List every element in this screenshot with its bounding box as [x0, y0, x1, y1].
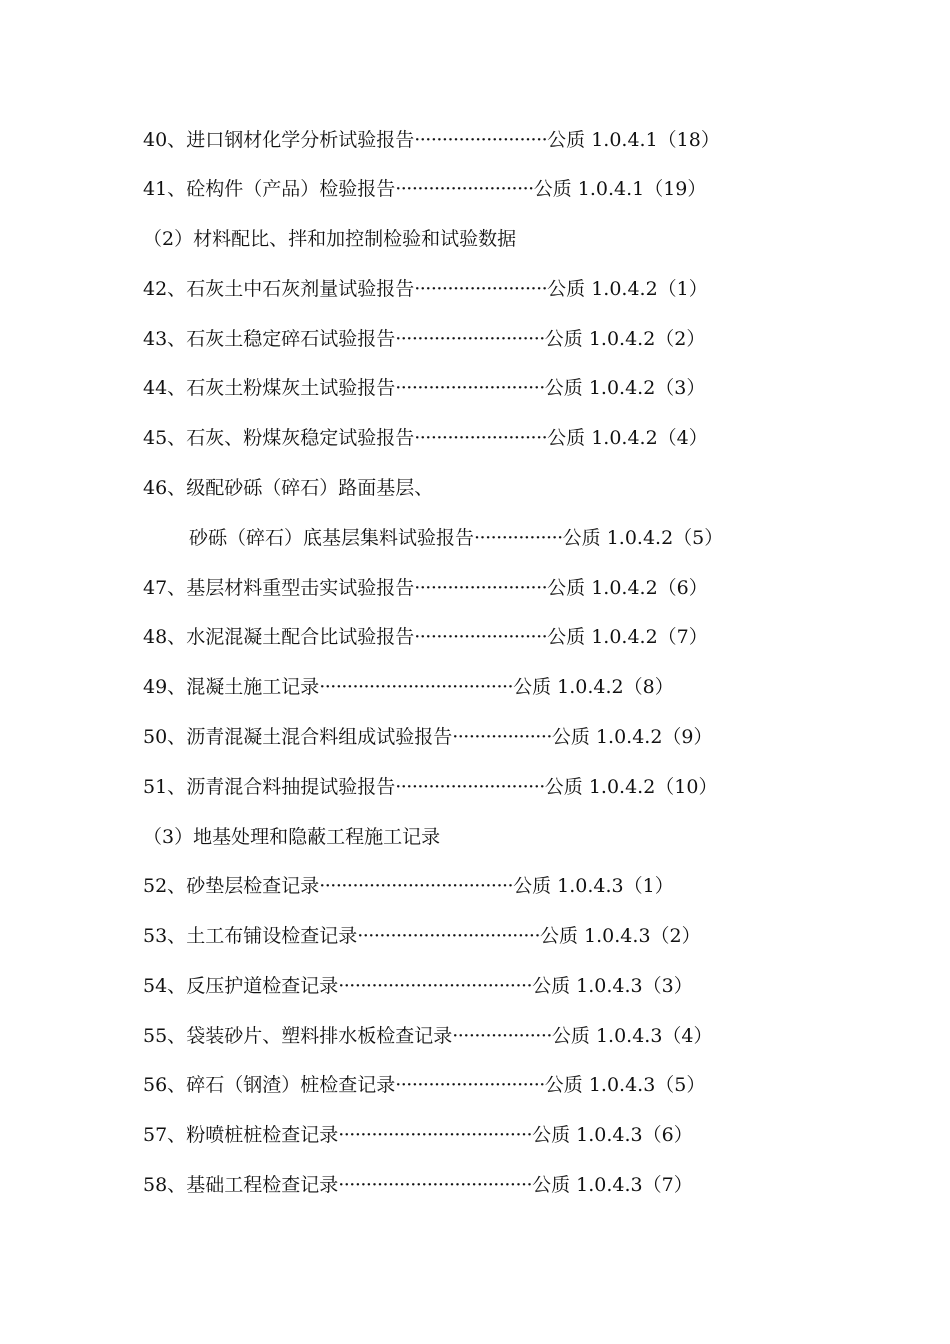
entry-number: 48、 — [143, 626, 187, 648]
entry-code: 公质 1.0.4.3（3） — [532, 975, 693, 997]
leader-dots: ··························· — [395, 328, 545, 350]
leader-dots: ··································· — [338, 1124, 533, 1146]
entry-number: 50、 — [143, 726, 187, 748]
entry-code: 公质 1.0.4.3（1） — [513, 875, 674, 897]
toc-entry — [143, 772, 717, 802]
entry-title: 沥青混凝土混合料组成试验报告 — [186, 726, 453, 748]
entry-title: 沥青混合料抽提试验报告 — [186, 776, 396, 798]
entry-number: 51、 — [143, 776, 187, 798]
leader-dots: ··································· — [338, 1174, 533, 1196]
leader-dots: ························ — [414, 278, 548, 300]
entry-code: 公质 1.0.4.2（10） — [544, 776, 718, 798]
entry-title: 碎石（钢渣）桩检查记录 — [186, 1074, 396, 1096]
section-heading — [143, 224, 516, 254]
toc-entry — [143, 1120, 693, 1150]
entry-code: 公质 1.0.4.3（5） — [544, 1074, 706, 1096]
leader-dots: ························ — [414, 577, 548, 599]
entry-code: 公质 1.0.4.2（1） — [547, 278, 708, 300]
entry-code: 公质 1.0.4.2（3） — [544, 377, 706, 399]
toc-entry — [143, 1170, 693, 1200]
section-heading-text: （3）地基处理和隐蔽工程施工记录 — [143, 826, 441, 848]
toc-entry — [143, 125, 720, 155]
entry-number: 49、 — [143, 676, 187, 698]
leader-dots: ··································· — [319, 676, 514, 698]
toc-entry — [143, 274, 708, 304]
toc-entry — [143, 921, 701, 951]
entry-title: 石灰土中石灰剂量试验报告 — [186, 278, 415, 300]
leader-dots: ································· — [357, 925, 541, 947]
entry-code: 公质 1.0.4.1（19） — [533, 178, 707, 200]
section-heading — [143, 822, 440, 852]
toc-entry — [143, 622, 708, 652]
toc-entry — [143, 871, 674, 901]
entry-number: 57、 — [143, 1124, 187, 1146]
toc-entry — [143, 573, 708, 603]
leader-dots: ·················· — [452, 1025, 552, 1047]
entry-code: 公质 1.0.4.2（9） — [551, 726, 713, 748]
entry-title: 粉喷桩桩检查记录 — [186, 1124, 339, 1146]
toc-entry — [143, 473, 433, 503]
toc-entry — [143, 1070, 705, 1100]
entry-code: 公质 1.0.4.2（7） — [547, 626, 708, 648]
entry-code: 公质 1.0.4.2（8） — [513, 676, 674, 698]
entry-code: 公质 1.0.4.3（7） — [532, 1174, 693, 1196]
entry-code: 公质 1.0.4.3（2） — [540, 925, 701, 947]
leader-dots: ··································· — [319, 875, 514, 897]
entry-number: 41、 — [143, 178, 187, 200]
leader-dots: ························ — [414, 626, 548, 648]
toc-entry-continuation — [189, 523, 723, 553]
entry-number: 55、 — [143, 1025, 187, 1047]
entry-title: 进口钢材化学分析试验报告 — [186, 129, 415, 151]
entry-number: 40、 — [143, 129, 187, 151]
leader-dots: ························· — [395, 178, 534, 200]
entry-title: 砂砾（碎石）底基层集料试验报告 — [189, 527, 475, 549]
entry-title: 级配砂砾（碎石）路面基层、 — [186, 477, 434, 499]
toc-entry — [143, 722, 713, 752]
entry-code: 公质 1.0.4.2（5） — [562, 527, 724, 549]
entry-title: 水泥混凝土配合比试验报告 — [186, 626, 415, 648]
leader-dots: ··································· — [338, 975, 533, 997]
toc-entry — [143, 423, 708, 453]
entry-number: 56、 — [143, 1074, 187, 1096]
entry-code: 公质 1.0.4.3（4） — [551, 1025, 713, 1047]
leader-dots: ························ — [414, 129, 548, 151]
toc-entry — [143, 174, 706, 204]
entry-title: 石灰、粉煤灰稳定试验报告 — [186, 427, 415, 449]
entry-number: 54、 — [143, 975, 187, 997]
entry-code: 公质 1.0.4.1（18） — [547, 129, 720, 151]
toc-entry — [143, 373, 705, 403]
entry-title: 土工布铺设检查记录 — [186, 925, 358, 947]
entry-number: 47、 — [143, 577, 187, 599]
entry-number: 42、 — [143, 278, 187, 300]
entry-number: 45、 — [143, 427, 187, 449]
entry-number: 46、 — [143, 477, 187, 499]
entry-code: 公质 1.0.4.2（6） — [547, 577, 708, 599]
leader-dots: ························ — [414, 427, 548, 449]
entry-code: 公质 1.0.4.2（4） — [547, 427, 708, 449]
toc-entry — [143, 1021, 713, 1051]
entry-number: 52、 — [143, 875, 187, 897]
leader-dots: ·················· — [452, 726, 552, 748]
entry-number: 58、 — [143, 1174, 187, 1196]
entry-code: 公质 1.0.4.3（6） — [532, 1124, 693, 1146]
entry-title: 袋装砂片、塑料排水板检查记录 — [186, 1025, 453, 1047]
entry-title: 反压护道检查记录 — [186, 975, 339, 997]
leader-dots: ··························· — [395, 377, 545, 399]
section-heading-text: （2）材料配比、拌和加控制检验和试验数据 — [143, 228, 517, 250]
entry-title: 石灰土粉煤灰土试验报告 — [186, 377, 396, 399]
leader-dots: ··························· — [395, 1074, 545, 1096]
entry-number: 44、 — [143, 377, 187, 399]
entry-title: 石灰土稳定碎石试验报告 — [186, 328, 396, 350]
entry-title: 基础工程检查记录 — [186, 1174, 339, 1196]
entry-number: 53、 — [143, 925, 187, 947]
entry-title: 混凝土施工记录 — [186, 676, 320, 698]
entry-title: 砼构件（产品）检验报告 — [186, 178, 396, 200]
leader-dots: ··························· — [395, 776, 545, 798]
entry-title: 砂垫层检查记录 — [186, 875, 320, 897]
entry-code: 公质 1.0.4.2（2） — [544, 328, 706, 350]
entry-number: 43、 — [143, 328, 187, 350]
leader-dots: ················ — [474, 527, 563, 549]
toc-entry — [143, 324, 705, 354]
toc-entry — [143, 971, 693, 1001]
entry-title: 基层材料重型击实试验报告 — [186, 577, 415, 599]
toc-entry — [143, 672, 674, 702]
